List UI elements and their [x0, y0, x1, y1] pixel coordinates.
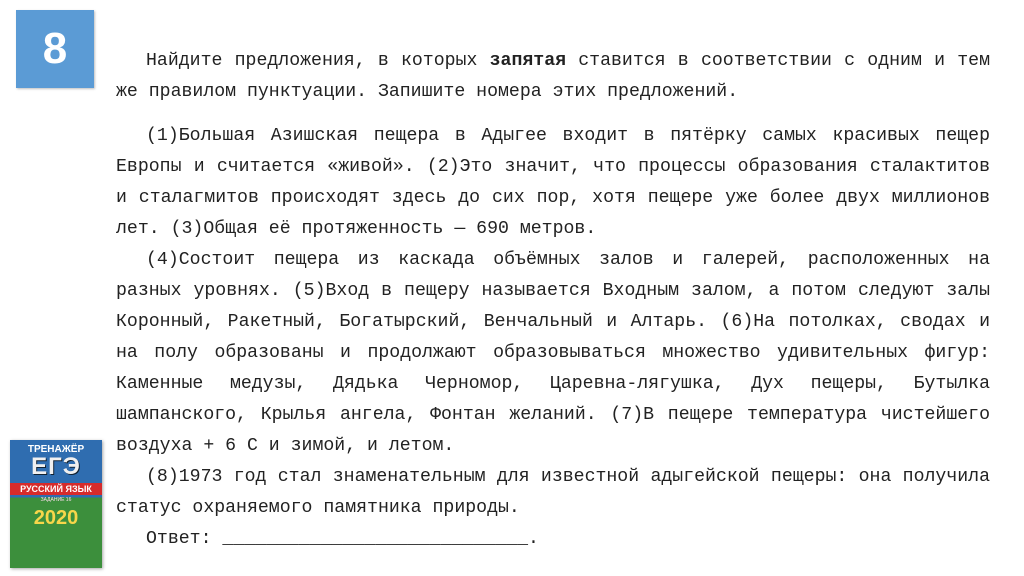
book-task-label: ЗАДАНИЕ 16 [40, 497, 72, 503]
answer-blank[interactable]: ____________________________. [211, 529, 539, 549]
book-year: 2020 [33, 507, 79, 529]
task-instruction [116, 46, 990, 108]
book-title-trainer: ТРЕНАЖЁР [27, 444, 85, 455]
instruction-text-start: Найдите предложения, в которых [146, 51, 490, 71]
task-number-badge: 8 [16, 10, 94, 88]
book-title-ege: ЕГЭ [31, 453, 81, 480]
answer-label: Ответ: [146, 529, 212, 549]
text-paragraph-2: (4)Состоит пещера из каскада объёмных залов и галерей, расположенных на разных уровнях. (5)Вход в пещеру называется Входным залом, а потом следуют залы Коронный, Ракетный, Богатырский, Венчальный и Алтарь. (6)На потолках, сводах и на полу образованы и продолжают образовываться множество удивительных фигур: Каменные медузы, Дядька Черномор, Царевна-лягушка, Дух пещеры, Бутылка шампанского, Крылья ангела, Фонтан желаний. (7)В пещере температура чистейшего воздуха + 6 С и зимой, и летом. [116, 250, 990, 456]
instruction-text-end: ставится в соответствии с одним и тем же правилом пунктуации. Запишите номера этих предложений. [116, 51, 991, 102]
book-cover-image [10, 440, 102, 568]
answer-line [116, 524, 990, 555]
task-content [116, 46, 990, 555]
text-paragraph-3: (8)1973 год стал знаменательным для известной адыгейской пещеры: она получила статус охраняемого памятника природы. [116, 467, 990, 518]
instruction-keyword: запятая [489, 51, 567, 71]
text-paragraph-1: (1)Большая Азишская пещера в Адыгее входит в пятёрку самых красивых пещер Европы и считается «живой». (2)Это значит, что процессы образования сталактитов и сталагмитов происходят здесь до сих пор, хотя пещере уже более двух миллионов лет. (3)Общая её протяженность — 690 метров. [116, 126, 990, 239]
book-subject: РУССКИЙ ЯЗЫК [10, 483, 102, 495]
